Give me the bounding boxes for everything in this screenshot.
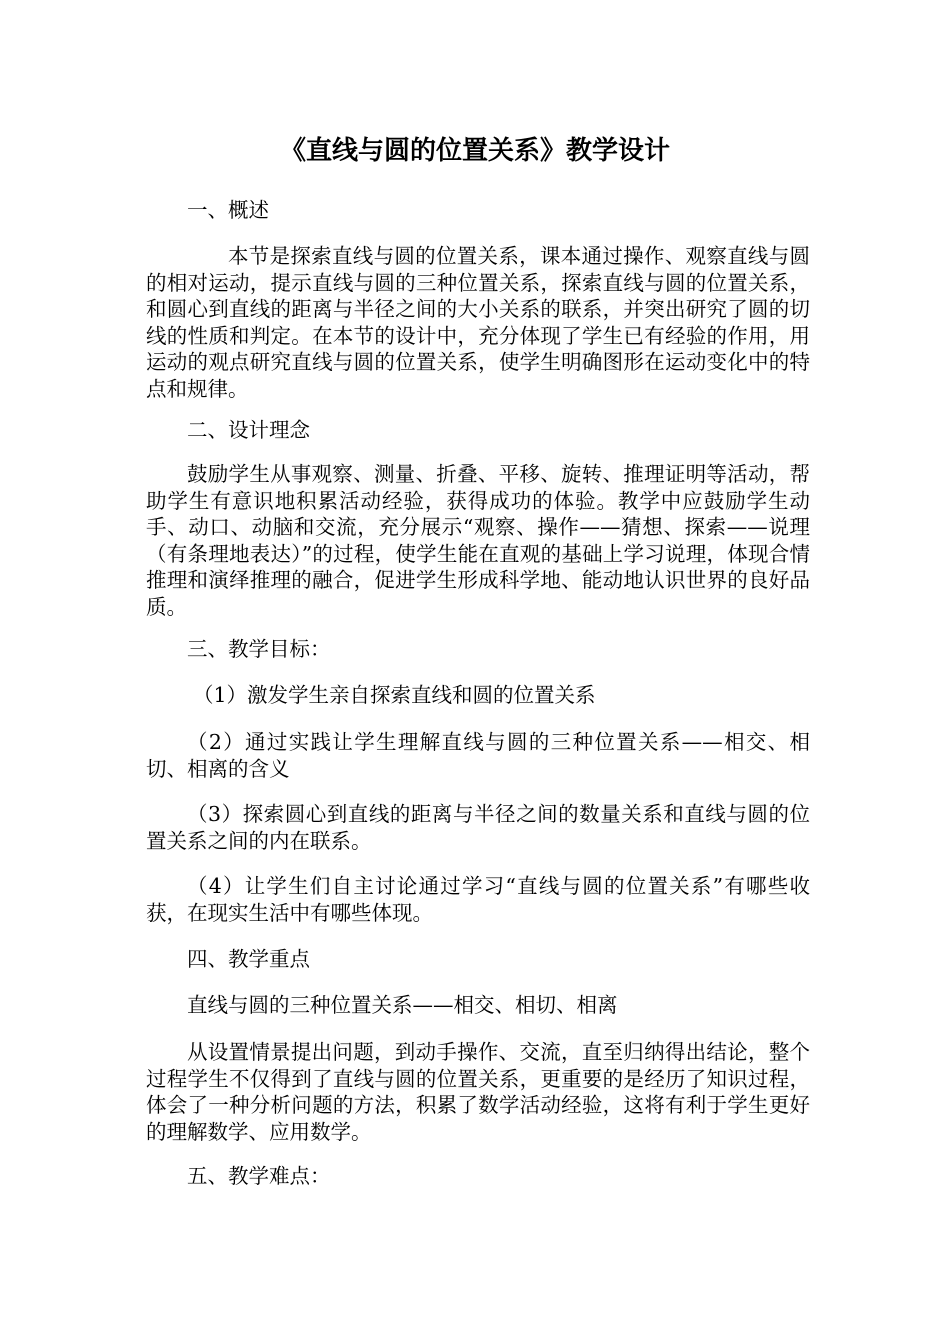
section-heading-difficulties: 五、教学难点： xyxy=(187,1164,331,1188)
section-heading-keypoints: 四、教学重点 xyxy=(187,947,310,971)
paragraph-overview: 本节是探索直线与圆的位置关系，课本通过操作、观察直线与圆的相对运动，提示直线与圆的三种位置关系，探索直线与圆的位置关系，和圆心到直线的距离与半径之间的大小关系的联系，并突出研究了圆的切线的性质和判定。在本节的设计中，充分体现了学生已有经验的作用，用运动的观点研究直线与圆的位置关系，使学生明确图形在运动变化中的特点和规律。 xyxy=(146,244,810,401)
keypoints-line: 直线与圆的三种位置关系——相交、相切、相离 xyxy=(187,993,618,1017)
goal-item-1: （1）激发学生亲自探索直线和圆的位置关系 xyxy=(193,683,596,707)
paragraph-keypoints: 从设置情景提出问题，到动手操作、交流，直至归纳得出结论，整个过程学生不仅得到了直线与圆的位置关系，更重要的是经历了知识过程，体会了一种分析问题的方法，积累了数学活动经验，这将有利于学生更好的理解数学、应用数学。 xyxy=(146,1040,810,1144)
section-heading-concept: 二、设计理念 xyxy=(187,418,310,442)
document-title: 《直线与圆的位置关系》教学设计 xyxy=(279,136,670,166)
goal-item-3: （3）探索圆心到直线的距离与半径之间的数量关系和直线与圆的位置关系之间的内在联系。 xyxy=(146,802,810,853)
section-heading-goals: 三、教学目标： xyxy=(187,637,331,661)
section-heading-overview: 一、概述 xyxy=(187,198,269,222)
goal-item-4: （4）让学生们自主讨论通过学习“直线与圆的位置关系”有哪些收获，在现实生活中有哪些体现。 xyxy=(146,874,810,925)
paragraph-concept: 鼓励学生从事观察、测量、折叠、平移、旋转、推理证明等活动，帮助学生有意识地积累活动经验，获得成功的体验。教学中应鼓励学生动手、动口、动脑和交流，充分展示“观察、操作——猜想、探索——说理（有条理地表达）”的过程，使学生能在直观的基础上学习说理，体现合情推理和演绎推理的融合，促进学生形成科学地、能动地认识世界的良好品质。 xyxy=(146,462,810,619)
goal-item-2: （2）通过实践让学生理解直线与圆的三种位置关系——相交、相切、相离的含义 xyxy=(146,730,810,781)
